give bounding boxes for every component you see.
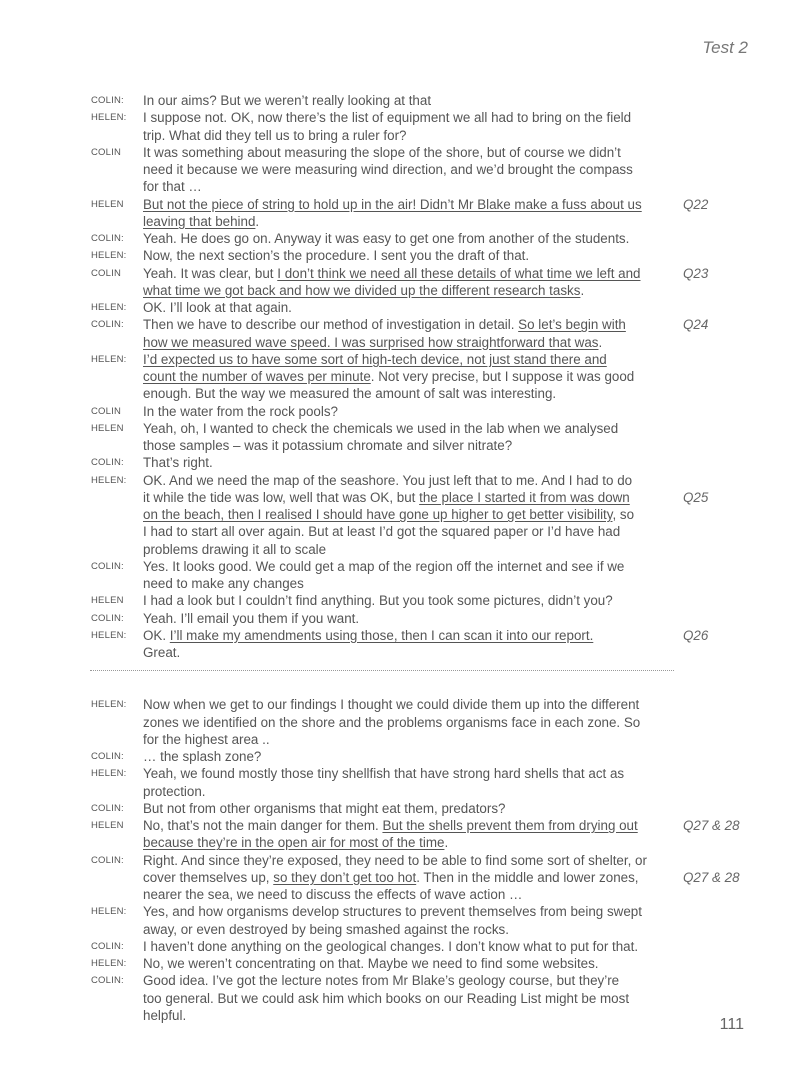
text-segment: Yeah. He does go on. Anyway it was easy to get one from another of the students.	[143, 231, 630, 246]
dialogue-text	[143, 834, 448, 851]
transcript-line	[0, 731, 800, 748]
dialogue-text	[143, 921, 509, 938]
text-segment: No, that’s not the main danger for them.	[143, 818, 383, 833]
speaker-label: COLIN	[91, 267, 122, 279]
transcript-line	[0, 196, 800, 213]
transcript-line	[0, 783, 800, 800]
answer-underline: count the number of waves per minute	[143, 369, 371, 384]
dialogue-text	[143, 627, 593, 644]
dialogue-text	[143, 489, 630, 506]
text-segment: OK. And we need the map of the seashore. You just left that to me. And I had to do	[143, 472, 633, 488]
dialogue-text	[143, 610, 359, 627]
dialogue-text	[143, 523, 620, 540]
speaker-label: HELEN	[91, 595, 124, 607]
text-segment: .	[255, 213, 260, 229]
speaker-label: HELEN:	[91, 474, 127, 486]
dialogue-text	[143, 886, 522, 903]
text-segment: That’s right.	[143, 455, 213, 471]
text-segment: enough. But the way we measured the amount of salt was interesting.	[143, 386, 557, 402]
page-number: 111	[719, 1016, 744, 1033]
speaker-label: HELEN:	[91, 958, 127, 969]
dialogue-text	[143, 696, 639, 713]
transcript-line	[0, 213, 800, 230]
transcript-line	[0, 696, 800, 713]
speaker-label: COLIN:	[91, 319, 124, 331]
transcript-line	[0, 489, 800, 506]
transcript-line	[0, 403, 800, 420]
dialogue-text	[143, 575, 304, 592]
dialogue-text	[143, 765, 624, 782]
text-segment: need to make any changes	[143, 576, 304, 591]
dialogue-text	[143, 454, 213, 471]
text-segment: I had to start all over again. But at least I’d got the squared paper or I’d have had	[143, 524, 621, 540]
question-marker: Q26	[683, 627, 709, 643]
answer-underline: I don’t think we need all these details of what time we left and	[277, 265, 641, 281]
text-segment: But not from other organisms that might eat them, predators?	[143, 800, 506, 816]
transcript-line	[0, 575, 800, 592]
dialogue-text	[143, 109, 631, 126]
question-marker: Q27 & 28	[683, 818, 740, 833]
dialogue-text	[143, 817, 638, 834]
speaker-label: HELEN:	[91, 768, 127, 780]
transcript-line	[0, 161, 800, 178]
question-marker: Q27 & 28	[683, 869, 740, 885]
transcript-line	[0, 334, 800, 351]
transcript-line	[0, 558, 800, 575]
answer-underline: I’ll make my amendments using those, then I can scan it into our report.	[169, 627, 594, 643]
text-segment: Yeah, we found mostly those tiny shellfish that have strong hard shells that act as	[143, 766, 625, 782]
answer-underline: how we measured wave speed. I was surprised how straightforward that was	[143, 334, 599, 350]
test-title: Test 2	[702, 38, 748, 57]
answer-underline: I’d expected us to have some sort of high-tech device, not just stand there and	[143, 351, 607, 367]
speaker-label: HELEN:	[91, 250, 127, 262]
text-segment: trip. What did they tell us to bring a ruler for?	[143, 127, 407, 143]
speaker-label: COLIN:	[91, 95, 124, 106]
text-segment: Yeah, oh, I wanted to check the chemicals we used in the lab when we analysed	[143, 420, 619, 436]
dialogue-text	[143, 472, 632, 489]
dialogue-text	[143, 178, 202, 195]
dialogue-text	[143, 748, 261, 765]
transcript-line	[0, 265, 800, 282]
speaker-label: HELEN:	[91, 629, 127, 641]
dialogue-text	[143, 334, 602, 351]
transcript-line	[0, 800, 800, 817]
transcript-line	[0, 765, 800, 782]
text-segment: Yes. It looks good. We could get a map of the region off the internet and see if we	[143, 558, 625, 574]
text-segment: for the highest area ..	[143, 731, 270, 747]
speaker-label: HELEN:	[91, 112, 127, 124]
speaker-label: HELEN:	[91, 353, 127, 365]
text-segment: protection.	[143, 783, 206, 799]
dialogue-text	[143, 92, 431, 109]
speaker-label: COLIN	[91, 405, 122, 417]
text-segment: No, we weren’t concentrating on that. Maybe we need to find some websites.	[143, 956, 599, 971]
dialogue-text	[143, 230, 629, 247]
transcript-line	[0, 420, 800, 437]
dialogue-text	[143, 852, 647, 869]
answer-underline: on the beach, then I realised I should have gone up higher to get better visibility	[143, 507, 613, 522]
text-segment: nearer the sea, we need to discuss the effects of wave action …	[143, 887, 523, 902]
answer-underline: leaving that behind	[143, 213, 256, 229]
transcript-line	[0, 127, 800, 144]
text-segment: Now, the next section’s the procedure. I sent you the draft of that.	[143, 248, 530, 264]
text-segment: those samples – was it potassium chromate and silver nitrate?	[143, 438, 513, 453]
text-segment: helpful.	[143, 1007, 187, 1023]
dialogue-text	[143, 955, 599, 972]
dialogue-text	[143, 196, 642, 213]
speaker-label: COLIN:	[91, 233, 124, 244]
section-separator	[90, 670, 674, 671]
transcript-line	[0, 523, 800, 540]
answer-underline: But the shells prevent them from drying out	[382, 818, 638, 833]
dialogue-text	[143, 351, 607, 368]
transcript-line	[0, 852, 800, 869]
transcript-line	[0, 368, 800, 385]
transcript-line	[0, 247, 800, 264]
transcript-line	[0, 610, 800, 627]
speaker-label: COLIN:	[91, 975, 124, 987]
dialogue-text	[143, 972, 619, 989]
transcript-line	[0, 230, 800, 247]
transcript-line	[0, 627, 800, 644]
text-segment: In our aims? But we weren’t really looking at that	[143, 93, 432, 108]
text-segment: Right. And since they’re exposed, they need to be able to find some sort of shelter, or	[143, 852, 647, 868]
transcript-line	[0, 714, 800, 731]
transcript-line	[0, 921, 800, 938]
dialogue-text	[143, 385, 556, 402]
text-segment: I suppose not. OK, now there’s the list of equipment we all had to bring on the field	[143, 110, 632, 126]
text-segment: Good idea. I’ve got the lecture notes from Mr Blake’s geology course, but they’re	[143, 973, 620, 989]
transcript-line	[0, 299, 800, 316]
transcript-line	[0, 351, 800, 368]
transcript-line	[0, 955, 800, 972]
text-segment: . Not very precise, but I suppose it was good	[370, 369, 635, 384]
dialogue-text	[143, 403, 338, 420]
transcript-line	[0, 1007, 800, 1024]
transcript-line	[0, 454, 800, 471]
text-segment: OK. I’ll look at that again.	[143, 300, 292, 315]
transcript-line	[0, 144, 800, 161]
dialogue-text	[143, 558, 624, 575]
text-segment: , so	[612, 507, 635, 522]
text-segment: zones we identified on the shore and the problems organisms face in each zone. So	[143, 714, 641, 730]
dialogue-text	[143, 800, 505, 817]
text-segment: need it because we were measuring wind direction, and we’d brought the compass	[143, 162, 633, 177]
transcript-line	[0, 282, 800, 299]
transcript-line	[0, 834, 800, 851]
transcript-line	[0, 644, 800, 661]
transcript-line	[0, 748, 800, 765]
text-segment: I had a look but I couldn’t find anything. But you took some pictures, didn’t you?	[143, 593, 613, 609]
dialogue-text	[143, 127, 406, 144]
answer-underline: the place I started it from was down	[419, 489, 630, 505]
speaker-label: HELEN:	[91, 906, 127, 918]
question-marker: Q25	[683, 489, 709, 505]
text-segment: OK.	[143, 627, 170, 643]
question-marker: Q23	[683, 265, 709, 281]
dialogue-text	[143, 903, 642, 920]
speaker-label: COLIN:	[91, 940, 124, 952]
text-segment: too general. But we could ask him which books on our Reading List might be most	[143, 990, 630, 1006]
dialogue-text	[143, 368, 634, 385]
text-segment: … the splash zone?	[143, 749, 262, 764]
transcript-line	[0, 592, 800, 609]
text-segment: Yes, and how organisms develop structures to prevent themselves from being swept	[143, 904, 642, 920]
text-segment: cover themselves up,	[143, 869, 274, 885]
text-segment: Yeah. I’ll email you them if you want.	[143, 610, 360, 626]
dialogue-text	[143, 247, 529, 264]
speaker-label: COLIN:	[91, 457, 124, 469]
text-segment: problems drawing it all to scale	[143, 541, 327, 557]
dialogue-text	[143, 299, 292, 316]
dialogue-text	[143, 714, 640, 731]
speaker-label: COLIN:	[91, 854, 124, 866]
dialogue-text	[143, 420, 618, 437]
transcript-line	[0, 506, 800, 523]
answer-underline: But not the piece of string to hold up in the air! Didn’t Mr Blake make a fuss about us	[143, 196, 642, 212]
text-segment: I haven’t done anything on the geological changes. I don’t know what to put for that.	[143, 938, 639, 954]
text-segment: .	[580, 282, 585, 298]
text-segment: In the water from the rock pools?	[143, 403, 339, 419]
speaker-label: COLIN:	[91, 560, 124, 572]
transcript-line	[0, 817, 800, 834]
speaker-label: HELEN	[91, 198, 124, 210]
dialogue-text	[143, 213, 259, 230]
question-marker: Q24	[683, 317, 709, 333]
transcript-line	[0, 938, 800, 955]
dialogue-text	[143, 265, 641, 282]
transcript-line	[0, 316, 800, 333]
transcript-line	[0, 385, 800, 402]
answer-underline: So let’s begin with	[518, 317, 626, 333]
speaker-label: COLIN:	[91, 751, 124, 762]
dialogue-text	[143, 437, 512, 454]
speaker-label: HELEN	[91, 820, 124, 831]
transcript-line	[0, 178, 800, 195]
text-segment: Yeah. It was clear, but	[143, 265, 278, 281]
dialogue-text	[143, 316, 626, 333]
transcript-line	[0, 92, 800, 109]
text-segment: it while the tide was low, well that was OK, but	[143, 489, 420, 505]
speaker-label: HELEN:	[91, 302, 127, 313]
transcript-line	[0, 437, 800, 454]
dialogue-text	[143, 282, 584, 299]
dialogue-text	[143, 869, 639, 886]
dialogue-text	[143, 644, 180, 661]
transcript-line	[0, 541, 800, 558]
speaker-label: HELEN:	[91, 699, 127, 711]
text-segment: .	[444, 835, 449, 851]
dialogue-text	[143, 990, 629, 1007]
transcript-line	[0, 472, 800, 489]
dialogue-text	[143, 731, 270, 748]
transcript-line	[0, 109, 800, 126]
text-segment: Great.	[143, 645, 181, 660]
transcript-line	[0, 903, 800, 920]
text-segment: for that …	[143, 179, 202, 195]
dialogue-text	[143, 783, 206, 800]
speaker-label: COLIN	[91, 146, 122, 158]
dialogue-text	[143, 938, 638, 955]
dialogue-text	[143, 592, 613, 609]
text-segment: away, or even destroyed by being smashed against the rocks.	[143, 921, 509, 937]
answer-underline: because they’re in the open air for most of the time	[143, 835, 445, 851]
question-marker: Q22	[683, 196, 709, 212]
text-segment: . Then in the middle and lower zones,	[416, 869, 639, 885]
dialogue-text	[143, 541, 326, 558]
transcript-line	[0, 886, 800, 903]
dialogue-text	[143, 506, 634, 523]
transcript-line	[0, 990, 800, 1007]
transcript-line	[0, 972, 800, 989]
dialogue-text	[143, 1007, 186, 1024]
text-segment: .	[598, 334, 603, 350]
dialogue-text	[143, 144, 621, 161]
text-segment: It was something about measuring the slope of the shore, but of course we didn’t	[143, 144, 621, 160]
speaker-label: COLIN:	[91, 802, 124, 814]
text-segment: Then we have to describe our method of investigation in detail.	[143, 317, 519, 333]
text-segment: Now when we get to our findings I thought we could divide them up into the different	[143, 697, 640, 713]
speaker-label: HELEN	[91, 422, 124, 434]
dialogue-text	[143, 161, 633, 178]
speaker-label: COLIN:	[91, 612, 124, 624]
answer-underline: what time we got back and how we divided up the different research tasks	[143, 282, 581, 298]
answer-underline: so they don’t get too hot	[273, 869, 417, 885]
transcript-line	[0, 869, 800, 886]
